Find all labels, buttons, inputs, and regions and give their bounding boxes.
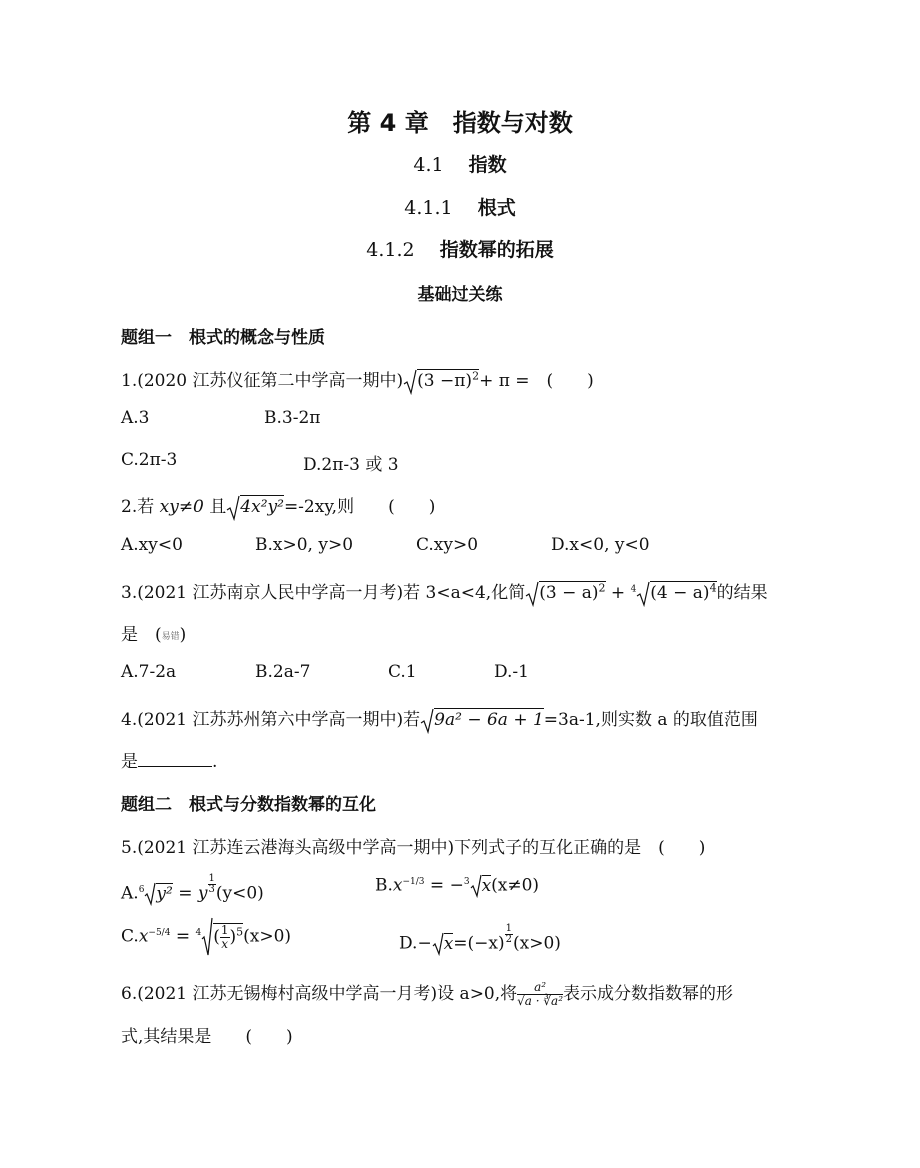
q3-exponent-2: 4 — [709, 581, 717, 595]
q5-option-d — [399, 924, 561, 956]
q3-option-a: A.7-2a — [121, 662, 177, 682]
q5b-base: x — [392, 875, 403, 896]
section-heading-4-1-2 — [0, 235, 920, 262]
radical-sign-icon — [144, 882, 156, 906]
section-title: 指数幂的拓展 — [439, 239, 554, 261]
q5b-cond: (x≠0) — [491, 875, 540, 896]
q3-prefix: 3.(2021 江苏南京人民中学高一月考)若 3<a<4,化简 — [121, 583, 526, 603]
q5c-base: x — [138, 926, 149, 947]
q3-exponent-1: 2 — [598, 581, 606, 595]
q5d-exp-den: 2 — [505, 934, 512, 945]
q6-numerator: a² — [517, 981, 563, 995]
radical-sign-icon — [470, 874, 482, 898]
question-1 — [121, 366, 594, 395]
group-1-title: 题组一 根式的概念与性质 — [121, 328, 325, 348]
question-4 — [121, 705, 758, 734]
q5d-exponent — [505, 924, 513, 945]
q5-option-b — [375, 874, 539, 898]
q5a-cond: (y<0) — [215, 883, 264, 904]
section-title: 指数 — [468, 154, 507, 176]
practice-title: 基础过关练 — [417, 285, 503, 305]
chapter-title: 第 4 章 指数与对数 — [347, 109, 573, 137]
q3-root-index: 4 — [630, 584, 637, 595]
q5c-frac-num: 1 — [220, 923, 229, 937]
q5c-radicand: ( $\frac{1}{x}$ )$^5$ — [213, 923, 244, 951]
q5a-exponent — [208, 874, 216, 895]
q1-option-c: C.2π-3 — [121, 450, 178, 470]
q5d-radicand: x — [443, 933, 454, 954]
radical-sign-icon — [201, 917, 213, 957]
q1-option-d: D.2π-3 或 3 — [303, 455, 399, 475]
radical-sign-icon — [403, 369, 417, 395]
q5b-label: B. — [375, 875, 393, 896]
q5a-eq: = y — [172, 883, 208, 904]
radical-sign-icon — [432, 932, 444, 956]
section-heading-4-1-1 — [0, 193, 920, 220]
q5d-eq: =(−x) — [453, 933, 505, 954]
question-6 — [121, 979, 733, 1008]
q5d-cond: (x>0) — [513, 933, 561, 954]
q2-mid: 且 — [203, 497, 227, 517]
q3-radicand-2: (4 − a) — [650, 583, 710, 603]
q3-tag: 易错 — [161, 632, 180, 642]
q3-radicand-1: (3 − a) — [539, 583, 599, 603]
q1-radicand: (3 −π) — [417, 371, 473, 391]
question-3 — [121, 578, 768, 607]
question-2 — [121, 492, 435, 521]
group-2-title: 题组二 根式与分数指数幂的互化 — [121, 795, 376, 815]
q1-radicand-wrap — [417, 369, 479, 391]
q5d-pre: − — [417, 933, 432, 954]
q3-suffix: 的结果 — [716, 583, 768, 603]
q5b-eq: = − — [424, 875, 464, 896]
q5c-cond: (x>0) — [243, 926, 292, 947]
radical-sign-icon — [420, 708, 434, 734]
q5d-label: D. — [399, 933, 418, 954]
q5a-exp-den: 3 — [208, 884, 215, 895]
q3-option-d: D.-1 — [494, 662, 529, 682]
question-4-line-2 — [121, 747, 217, 772]
q3-option-b: B.2a-7 — [255, 662, 311, 682]
q4-line2-end: . — [212, 752, 218, 772]
q2-option-d: D.x<0, y<0 — [551, 535, 650, 555]
q3-option-c: C.1 — [388, 662, 417, 682]
q5b-radicand: x — [481, 875, 492, 896]
q4-answer-blank[interactable] — [138, 750, 212, 767]
q1-option-a: A.3 — [121, 408, 150, 428]
q4-radicand: 9a² − 6a + 1 — [434, 710, 544, 730]
q5c-frac-den: x — [221, 937, 229, 951]
q5a-exp-num: 1 — [208, 873, 215, 884]
question-3-line-2 — [121, 620, 186, 645]
q2-prefix: 2.若 — [121, 497, 160, 517]
q5-option-a — [121, 874, 264, 906]
question-6-line-2: 式,其结果是 ( ) — [121, 1027, 293, 1047]
section-number: 4.1.2 — [366, 239, 415, 261]
q2-option-a: A.xy<0 — [121, 535, 183, 555]
q3-line2: 是 ( — [121, 625, 162, 645]
radical-sign-icon — [226, 495, 240, 521]
q5b-exponent: −1/3 — [402, 876, 425, 887]
q1-option-b: B.3-2π — [264, 408, 321, 428]
q1-suffix: + π = ( ) — [479, 371, 594, 391]
q6-denominator: √a · ∛a² — [517, 994, 564, 1008]
q3-radicand-1-wrap — [539, 581, 605, 603]
q4-suffix: =3a-1,则实数 a 的取值范围 — [543, 710, 758, 730]
q5c-label: C. — [121, 926, 139, 947]
q5c-fraction — [220, 924, 230, 951]
q2-suffix: =-2xy,则 ( ) — [283, 497, 436, 517]
q5d-exp-num: 1 — [505, 923, 512, 934]
q5c-power: 5 — [236, 925, 244, 939]
q2-radicand: 4x²y² — [240, 497, 284, 517]
q5-option-c — [121, 917, 291, 957]
q6-prefix: 6.(2021 江苏无锡梅村高级中学高一月考)设 a>0,将 — [121, 984, 518, 1004]
q6-fraction — [517, 981, 563, 1008]
section-number: 4.1.1 — [404, 197, 453, 219]
q5c-exponent: −5/4 — [148, 927, 171, 938]
q5a-radicand: y² — [156, 883, 173, 904]
q3-radicand-2-wrap — [650, 581, 716, 603]
q5a-root-index: 6 — [138, 885, 145, 895]
question-5: 5.(2021 江苏连云港海头高级中学高一期中)下列式子的互化正确的是 ( ) — [121, 838, 706, 858]
q4-line2: 是 — [121, 752, 138, 772]
q5a-label: A. — [121, 883, 139, 904]
radical-sign-icon — [636, 581, 650, 607]
q2-option-c: C.xy>0 — [416, 535, 479, 555]
q2-option-b: B.x>0, y>0 — [255, 535, 354, 555]
q1-exponent: 2 — [472, 369, 480, 383]
section-number: 4.1 — [413, 154, 444, 176]
section-heading-4-1 — [0, 150, 920, 177]
q5b-root-index: 3 — [463, 876, 470, 887]
q1-prefix: 1.(2020 江苏仪征第二中学高一期中) — [121, 371, 404, 391]
section-title: 根式 — [477, 197, 516, 219]
q6-suffix: 表示成分数指数幂的形 — [563, 984, 734, 1004]
q3-line2-end: ) — [179, 625, 187, 645]
q2-condition: xy≠0 — [159, 497, 204, 517]
q3-plus: + — [605, 583, 631, 603]
q4-prefix: 4.(2021 江苏苏州第六中学高一期中)若 — [121, 710, 421, 730]
radical-sign-icon — [525, 581, 539, 607]
q5c-eq: = — [170, 926, 196, 947]
q5c-root-index: 4 — [195, 927, 202, 938]
